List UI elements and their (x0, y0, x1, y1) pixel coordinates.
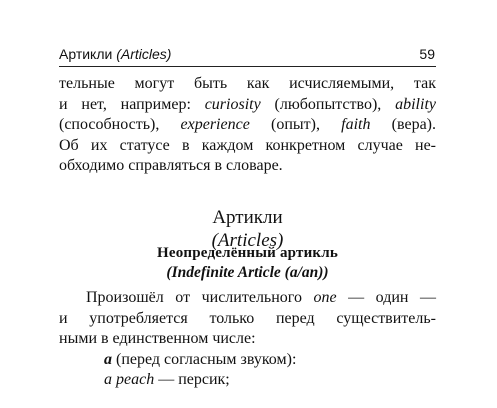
chapter-heading-ru: Артикли (212, 207, 283, 228)
example-line (104, 370, 230, 391)
term-one: one (313, 289, 337, 306)
rule-line (104, 350, 296, 371)
subheading-en: (Indefinite Article (a/an)) (166, 264, 329, 281)
text-run: (способность), (59, 116, 181, 134)
text-run: и нет, например: (59, 95, 205, 113)
running-header (59, 44, 435, 64)
page-number: 59 (419, 46, 435, 62)
text-line: ными в единственном числе: (59, 330, 256, 348)
term-faith: faith (341, 116, 371, 134)
text-line: обходимо справляться в словаре. (59, 157, 283, 175)
intro-paragraph (59, 74, 436, 177)
text-run: (опыт), (249, 116, 342, 134)
text-run: Произошёл от числительного (86, 289, 314, 306)
section-title-ru: Артикли (59, 46, 113, 62)
running-header-title (59, 44, 171, 64)
section-title-en: (Articles) (116, 46, 172, 62)
term-curiosity: curiosity (204, 95, 261, 113)
body-paragraph (59, 288, 436, 350)
example-en: a peach (104, 371, 155, 388)
term-experience: experience (180, 116, 250, 134)
header-rule (59, 66, 436, 67)
text-line (59, 95, 436, 116)
text-line (59, 115, 436, 136)
text-line: Об их статусе в каждом конкретном случае не- (59, 136, 436, 154)
text-line: и употребляется только перед существитель- (59, 309, 436, 327)
text-run: (любопытство), (260, 95, 396, 113)
term-ability: ability (395, 95, 436, 113)
chapter-heading-en: (Articles) (211, 230, 284, 251)
text-run: — один — (336, 289, 436, 306)
text-line (59, 288, 436, 309)
text-run: (перед согласным звуком): (112, 351, 297, 368)
subheading-ru: Неопределённый артикль (156, 245, 339, 261)
text-run: (вера). (370, 116, 436, 134)
text-line: тельные могут быть как исчисляемыми, так (59, 75, 436, 92)
example-ru: — персик; (154, 371, 230, 388)
article-a: a (104, 351, 112, 368)
